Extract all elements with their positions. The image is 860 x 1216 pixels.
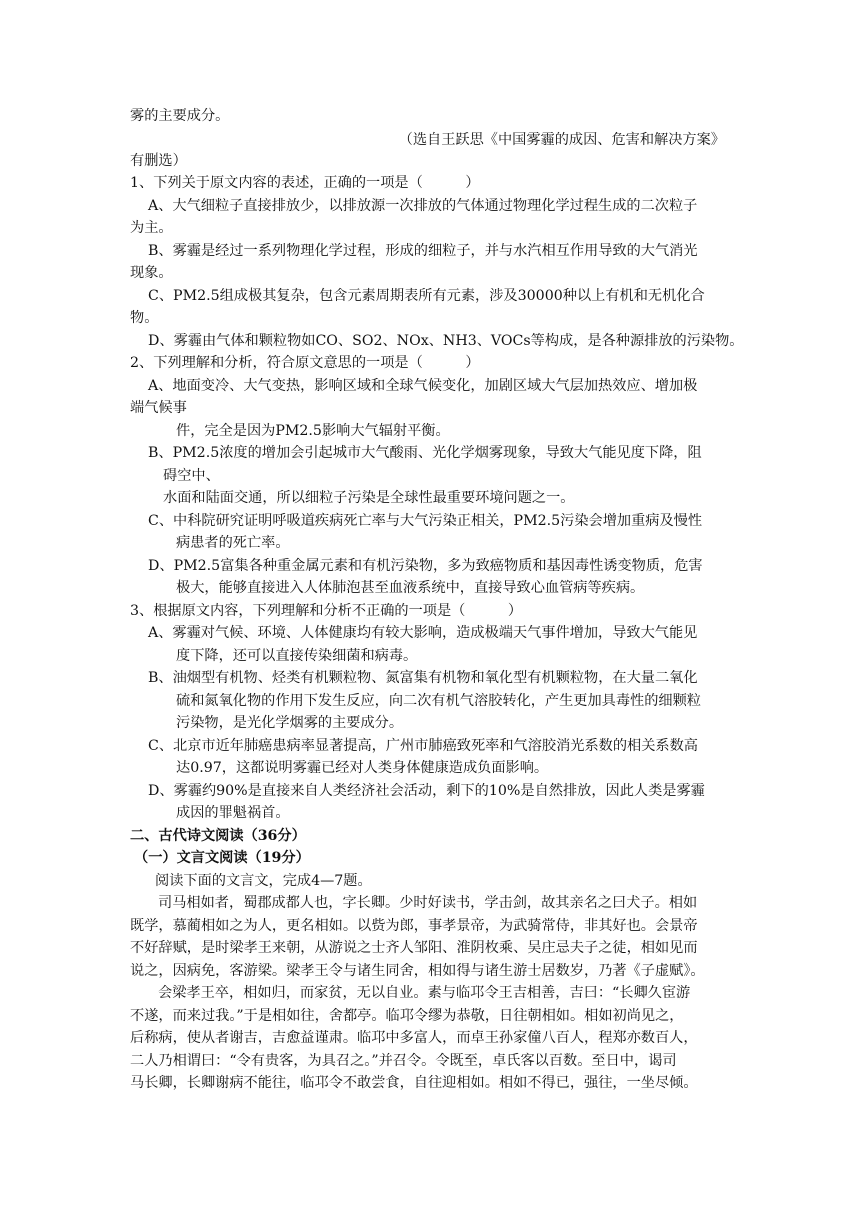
sub-section-heading: （一）文言文阅读（19分） [134,850,310,866]
q3-option-a-cont: 度下降，还可以直接传染细菌和病毒。 [176,648,418,664]
q3-option-c-cont: 达0.97，这都说明雾霾已经对人类身体健康造成负面影响。 [176,760,549,776]
q2-option-b-cont: 碍空中、 [163,468,220,484]
q3-option-a: A、雾霾对气候、环境、人体健康均有较大影响，造成极端天气事件增加，导致大气能见 [148,625,698,641]
source-citation: （选自王跃思《中国雾霾的成因、危害和解决方案》 [398,132,725,148]
passage-line: 说之，因病免，客游梁。梁孝王令与诸生同舍，相如得与诸生游士居数岁，乃著《子虚赋》。 [130,963,705,979]
q3-option-b-cont: 硫和氮氧化物的作用下发生反应，向二次有机气溶胶转化，产生更加具毒性的细颗粒 [176,693,701,709]
q1-option-a: A、大气细粒子直接排放少，以排放源一次排放的气体通过物理化学过程生成的二次粒子 [148,198,698,214]
q2-option-c-cont: 病患者的死亡率。 [176,535,290,551]
question-1-stem: 1、下列关于原文内容的表述，正确的一项是（ ） [130,175,480,191]
q2-option-a-cont: 端气候事 [130,400,187,416]
passage-line: 马长卿，长卿谢病不能往，临邛令不敢尝食，自往迎相如。相如不得已，强往，一坐尽倾。 [130,1075,698,1091]
passage-line: 既学，慕蔺相如之为人，更名相如。以赀为郎，事孝景帝，为武骑常侍，非其好也。会景帝 [130,918,698,934]
q2-option-b: B、PM2.5浓度的增加会引起城市大气酸雨、光化学烟雾现象，导致大气能见度下降，阻 [148,445,702,461]
section-heading: 二、古代诗文阅读（36分） [130,828,306,844]
source-citation-cont: 有删选） [130,153,187,169]
q1-option-b: B、雾霾是经过一系列物理化学过程，形成的细粒子，并与水汽相互作用导致的大气消光 [148,243,698,259]
passage-line: 后称病，使从者谢吉，吉愈益谨肃。临邛中多富人，而卓王孙家僮八百人，程郑亦数百人， [130,1030,698,1046]
q1-option-b-cont: 现象。 [130,265,173,281]
passage-line: 不遂，而来过我。”于是相如往，舍都亭。临邛令缪为恭敬，日往朝相如。相如初尚见之， [130,1008,684,1024]
q1-option-c-cont: 物。 [130,310,159,326]
q2-option-d-cont: 极大，能够直接进入人体肺泡甚至血液系统中，直接导致心血管病等疾病。 [176,580,645,596]
intro-line: 雾的主要成分。 [130,108,230,124]
q2-option-a: A、地面变冷、大气变热，影响区域和全球气候变化，加剧区域大气层加热效应、增加极 [148,378,698,394]
question-3-stem: 3、根据原文内容，下列理解和分析不正确的一项是（ ） [130,603,523,619]
q3-option-d: D、雾霾约90%是直接来自人类经济社会活动，剩下的10%是自然排放，因此人类是雾霾 [148,783,705,799]
q1-option-c: C、PM2.5组成极其复杂，包含元素周期表所有元素，涉及30000种以上有机和无机化合 [148,288,705,304]
q3-option-b-cont2: 污染物，是光化学烟雾的主要成分。 [176,715,404,731]
q2-option-b-cont2: 水面和陆面交通，所以细粒子污染是全球性最重要环境问题之一。 [163,490,575,506]
q2-option-c: C、中科院研究证明呼吸道疾病死亡率与大气污染正相关，PM2.5污染会增加重病及慢性 [148,513,703,529]
q2-option-a-cont2: 件，完全是因为PM2.5影响大气辐射平衡。 [176,423,450,439]
q3-option-b: B、油烟型有机物、烃类有机颗粒物、氮富集有机物和氧化型有机颗粒物，在大量二氧化 [148,670,698,686]
passage-line: 二人乃相谓曰：“令有贵客，为具召之。”并召令。令既至，卓氏客以百数。至日中，谒司 [130,1053,677,1069]
q3-option-c: C、北京市近年肺癌患病率显著提高，广州市肺癌致死率和气溶胶消光系数的相关系数高 [148,738,698,754]
q3-option-d-cont: 成因的罪魁祸首。 [176,805,290,821]
passage-line: 会梁孝王卒，相如归，而家贫，无以自业。素与临邛令王吉相善，吉曰：“长卿久宦游 [158,985,691,1001]
q2-option-d: D、PM2.5富集各种重金属元素和有机污染物，多为致癌物质和基因毒性诱变物质，危害 [148,558,703,574]
q1-option-d: D、雾霾由气体和颗粒物如CO、SO2、NOx、NH3、VOCs等构成，是各种源排放的污染物。 [148,333,744,349]
passage-line: 不好辞赋，是时梁孝王来朝，从游说之士齐人邹阳、淮阴枚乘、吴庄忌夫子之徒，相如见而 [130,940,698,956]
passage-line: 司马相如者，蜀郡成都人也，字长卿。少时好读书，学击剑，故其亲名之曰犬子。相如 [158,895,698,911]
question-2-stem: 2、下列理解和分析，符合原文意思的一项是（ ） [130,355,480,371]
q1-option-a-cont: 为主。 [130,220,173,236]
reading-instruction: 阅读下面的文言文，完成4—7题。 [155,873,372,889]
